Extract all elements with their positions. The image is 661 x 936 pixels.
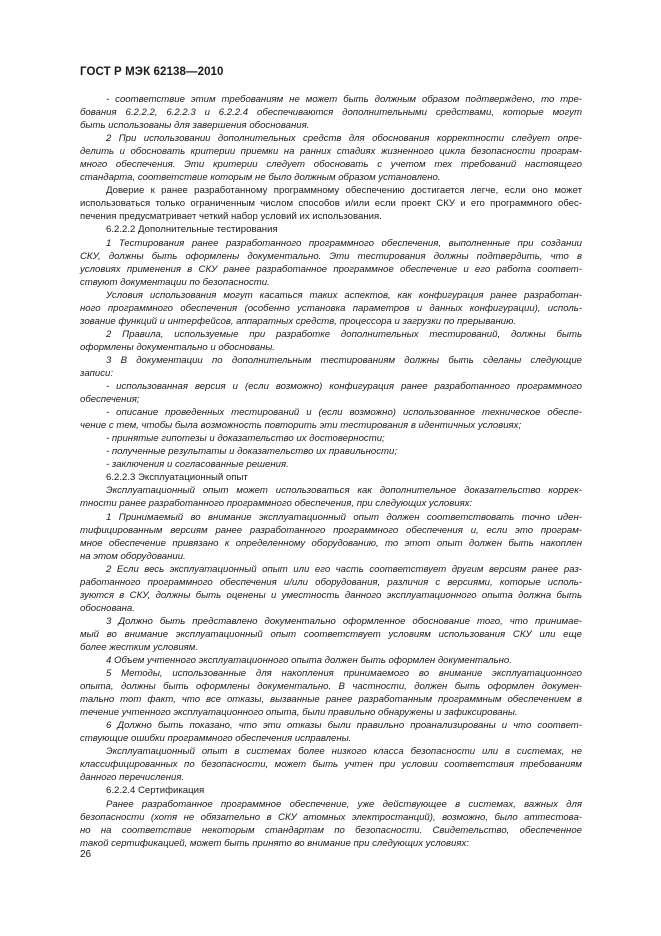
text-line: 6 Должно быть показано, что эти отказы были правильно проанализированы и что соответ- [106,720,582,732]
text-line: 1 Принимаемый во внимание эксплуатационный опыт должен соответствовать точно иден- [106,511,582,523]
text-line: более жестким условиям. [80,641,199,653]
text-line: - описание проведенных тестирований и (если возможно) использованное техническое обеспе- [106,407,582,419]
text-line: Эксплуатационный опыт может использоваться как дополнительное доказательство коррек- [106,485,582,497]
page-number: 26 [80,849,92,860]
text-line: - соответствие этим требованиям не может быть должным образом подтверждено, то тре- [106,94,582,105]
text-line: записи: [80,367,113,379]
text-line: данного перечисления. [80,772,185,784]
text-line: 6.2.2.2 Дополнительные тестирования [106,224,278,236]
text-line: работанного программного обеспечения и/или оборудования, различия с версиями, которые исполь- [80,576,582,588]
text-line: Эксплуатационный опыт в системах более низкого класса безопасности или в системах, не [106,746,582,758]
text-line: оформлены документально и обоснованы. [80,341,275,353]
text-line: зование функций и интерфейсов, аппаратных средств, процессора и загрузки по прерыванию. [80,315,516,327]
text-line: 2 Правила, используемые при разработке дополнительных тестирований, должны быть [106,328,582,340]
text-line: 5 Методы, использованные для накопления принимаемого во внимание эксплуатационного [106,668,582,680]
text-line: 2 При использовании дополнительных средств для обоснования корректности следует опре- [106,133,582,145]
text-line: течение учтенного эксплуатационного опыта, были правильно обнаружены и зафиксированы. [80,707,518,719]
text-line: 4 Объем учтенного эксплуатационного опыта должен быть оформлен документально. [106,655,512,667]
text-line: - принятые гипотезы и доказательство их достоверности; [106,433,385,445]
text-line: обоснована. [80,602,135,614]
text-line: быть использованы для завершения обоснования. [80,120,310,132]
document-body [80,93,582,850]
text-line: Ранее разработанное программное обеспечение, уже действующее в системах, важных для [106,798,582,810]
text-line: чение с тем, чтобы была возможность повторить эти тестирования в идентичных условиях; [80,420,522,432]
text-line: ствуют документации по безопасности. [80,276,270,288]
text-line: 3 В документации по дополнительным тестированиям должны быть сделаны следующие [106,354,582,366]
text-line: тально тот факт, что все отказы, вызванные ранее разработанным программным обеспечением в [80,694,582,706]
text-line: тифицированным версиям ранее разработанного программного обеспечения и, если это програм- [80,524,582,536]
text-line: делить и обосновать критерии приемки на ранних стадиях жизненного цикла безопасности програм- [80,146,582,158]
text-line: зуются в СКУ, должны быть оценены и уместность данного эксплуатационного опыта должна быть [80,589,582,601]
text-line: - полученные результаты и доказательство их правильности; [106,446,398,458]
text-line: Условия использования могут касаться таких аспектов, как конфигурация ранее разработан- [106,289,582,301]
text-line: обеспечения; [80,394,140,406]
text-line: много обеспечения. Эти критерии следует обосновать с учетом тех требований настоящего [80,159,582,171]
page-header: ГОСТ Р МЭК 62138—2010 [80,66,224,78]
text-line: ного программного обеспечения (особенно установка параметров и данных конфигурации), исполь- [80,302,582,314]
text-line: СКУ, должны быть оформлены документально. Эти тестирования должны подтвердить, что в [80,250,582,262]
text-line: 2 Если весь эксплуатационный опыт или его часть соответствует другим версиям ранее раз- [106,563,582,575]
text-line: 3 Должно быть представлено документально оформленное обоснование того, что принимае- [106,615,582,627]
text-line: тности ранее разработанного программного обеспечения, при следующих условиях: [80,498,473,510]
text-line: классифицированных по безопасности, может быть учтен при условии соответствия требованиям [80,759,582,771]
text-line: - использованная версия и (если возможно) конфигурация ранее разработанного программного [106,381,582,393]
text-line: 1 Тестирования ранее разработанного программного обеспечения, выполненные при создании [106,237,582,249]
text-line: опыта, должны быть оформлены документально. В частности, должен быть оформлен докумен- [80,681,582,693]
text-line: мый во внимание эксплуатационный опыт соответствует условиям использования СКУ или еще [80,628,582,640]
text-line: условиях применения в СКУ ранее разработанное программное обеспечение и его работа соответ- [80,263,582,275]
text-line: мное обеспечение привязано к определенному оборудованию, то этот опыт должен быть накоплен [80,537,582,549]
text-line: использоваться только ограниченным числом способов и/или если проект СКУ и его программного обес- [80,198,582,210]
text-line: стандарта, соответствие которым не было должным образом установлено. [80,172,441,184]
text-line: 6.2.2.3 Эксплуатационный опыт [106,472,248,484]
text-line: такой сертификацией, может быть принято во внимание при следующих условиях: [80,837,469,849]
text-line: 6.2.2.4 Сертификация [106,785,205,797]
text-line: на этом оборудовании. [80,550,186,562]
text-line: ствующие ошибки программного обеспечения исправлены. [80,733,352,745]
text-line: безопасности (хотя не обязательно в СКУ атомных электростанций), возможно, было аттестова- [80,811,582,823]
text-line: бования 6.2.2.2, 6.2.2.3 и 6.2.2.4 обеспечиваются дополнительными средствами, которые могут [80,107,582,119]
text-line: но на соответствие некоторым стандартам по безопасности. Свидетельство, обеспеченное [80,824,582,836]
text-line: - заключения и согласованные решения. [106,459,289,471]
text-line: печения предусматривает четкий набор условий их использования. [80,211,382,223]
text-line: Доверие к ранее разработанному программному обеспечению достигается легче, если оно может [106,185,582,197]
